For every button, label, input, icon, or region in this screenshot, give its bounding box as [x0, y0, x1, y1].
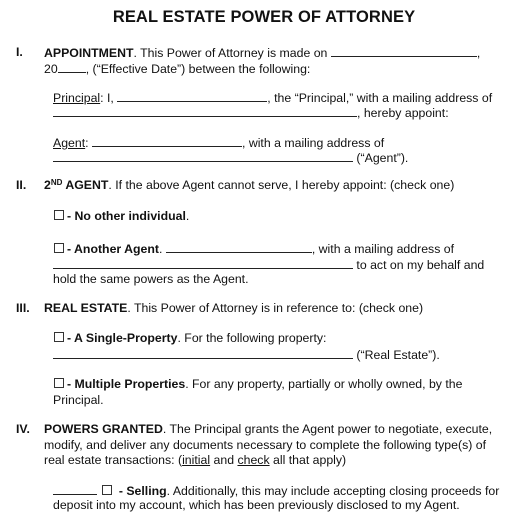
section-4-line-3-post: all that apply) [269, 453, 347, 467]
selling-initial-field[interactable] [53, 483, 97, 495]
principal-end: , hereby appoint: [357, 106, 449, 120]
agent-line-1 [53, 135, 384, 151]
check-word: check [237, 453, 270, 467]
and-word: and [210, 453, 238, 467]
option-single-property-line-1 [54, 331, 326, 346]
option-selling-line-1 [53, 483, 499, 499]
principal-mid: : I, [100, 91, 114, 105]
no-other-individual-checkbox[interactable] [54, 210, 64, 220]
single-property-label: - A Single-Property [67, 331, 178, 345]
another-agent-end: . [159, 242, 163, 256]
option-another-agent-line-3: hold the same powers as the Agent. [53, 272, 249, 286]
single-property-checkbox[interactable] [54, 332, 64, 342]
agent-address-field[interactable] [53, 150, 353, 162]
principal-line-1 [53, 90, 492, 106]
property-description-field[interactable] [53, 347, 353, 359]
section-3-line-1 [44, 301, 423, 316]
another-agent-checkbox[interactable] [54, 243, 64, 253]
option-selling-line-2: deposit into my account, which has been previously disclosed to my Agent. [53, 498, 460, 512]
no-other-individual-label: - No other individual [67, 209, 186, 223]
section-1-heading: APPOINTMENT [44, 46, 134, 60]
multiple-properties-checkbox[interactable] [54, 378, 64, 388]
second-agent-address-field[interactable] [53, 257, 353, 269]
principal-label: Principal [53, 91, 101, 105]
date-field[interactable] [331, 45, 477, 57]
single-property-end: (“Real Estate”). [356, 348, 440, 362]
section-4-line-1 [44, 422, 492, 437]
section-1-intro: . This Power of Attorney is made on [133, 46, 328, 60]
section-2-number: II. [16, 178, 27, 192]
single-property-text: . For the following property: [177, 331, 327, 345]
section-3-heading: REAL ESTATE [44, 301, 128, 315]
section-4-line-3 [44, 453, 346, 468]
section-1-line-2 [44, 61, 310, 77]
multiple-properties-label: - Multiple Properties [67, 377, 186, 391]
section-4-line-1-text: . The Principal grants the Agent power to negotiate, execute, [162, 422, 493, 436]
document-title: REAL ESTATE POWER OF ATTORNEY [112, 8, 416, 26]
selling-label: - Selling [115, 484, 167, 498]
section-4-line-2: modify, and deliver any documents necessary to complete the following type(s) of [44, 438, 486, 452]
section-2-heading [44, 178, 108, 192]
another-agent-label: - Another Agent [67, 242, 159, 256]
section-2-line-1 [44, 178, 454, 193]
section-2-heading-pre: 2 [44, 178, 51, 192]
option-multiple-properties-line-1 [54, 377, 462, 392]
agent-label: Agent [53, 136, 86, 150]
another-agent-line-2-text: to act on my behalf and [356, 258, 485, 272]
year-field[interactable] [58, 61, 86, 73]
section-4-heading: POWERS GRANTED [44, 422, 163, 436]
selling-checkbox[interactable] [102, 485, 112, 495]
principal-line-2 [53, 105, 449, 121]
year-prefix: 20 [44, 62, 58, 76]
agent-line-2 [53, 150, 408, 166]
section-2-text: . If the above Agent cannot serve, I hereby appoint: (check one) [108, 178, 455, 192]
option-single-property-line-2 [53, 347, 440, 363]
agent-text: , with a mailing address of [241, 136, 385, 150]
section-2-heading-post: AGENT [62, 178, 109, 192]
second-agent-name-field[interactable] [166, 241, 312, 253]
principal-text: , the “Principal,” with a mailing address of [267, 91, 493, 105]
section-1-number: I. [16, 45, 23, 59]
selling-text: . Additionally, this may include accepting closing proceeds for [166, 484, 500, 498]
option-no-other-individual [54, 209, 189, 224]
multiple-properties-text: . For any property, partially or wholly owned, by the [185, 377, 463, 391]
section-2-heading-sup: ND [50, 178, 63, 187]
option-multiple-properties-line-2: Principal. [53, 393, 104, 407]
agent-colon: : [85, 136, 89, 150]
option-another-agent-line-2 [53, 257, 484, 273]
no-other-individual-end: . [185, 209, 190, 223]
agent-name-field[interactable] [92, 135, 242, 147]
agent-end: (“Agent”). [356, 151, 409, 165]
option-another-agent-line-1 [54, 241, 454, 257]
principal-name-field[interactable] [117, 90, 267, 102]
effective-date-text: , (“Effective Date”) between the following: [85, 62, 311, 76]
section-4-line-3-pre: real estate transactions: ( [44, 453, 183, 467]
section-1-line-1: APPOINTMENT. This Power of Attorney is made on , [44, 46, 481, 60]
another-agent-text: , with a mailing address of [311, 242, 455, 256]
principal-address-field[interactable] [53, 105, 357, 117]
initial-word: initial [182, 453, 211, 467]
section-4-number: IV. [16, 422, 30, 436]
section-3-number: III. [16, 301, 30, 315]
section-3-text: . This Power of Attorney is in reference to: (check one) [127, 301, 424, 315]
